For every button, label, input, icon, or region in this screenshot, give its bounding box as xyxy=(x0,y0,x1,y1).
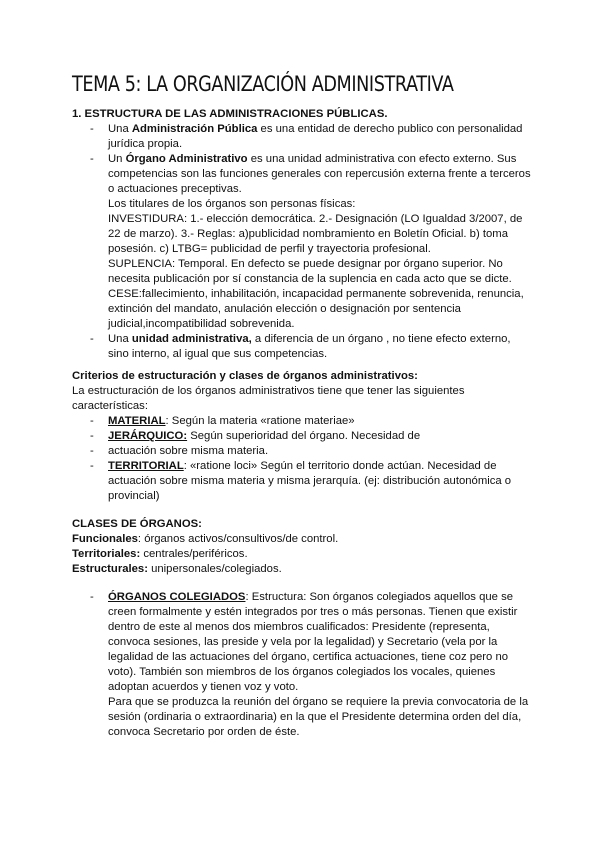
section-heading-structure: 1. ESTRUCTURA DE LAS ADMINISTRACIONES PÚBLICAS. xyxy=(72,108,388,120)
section-heading-classes: CLASES DE ÓRGANOS: xyxy=(72,518,202,530)
list-item: - JERÁRQUICO: Según superioridad del órgano. Necesidad de xyxy=(90,430,421,442)
list-item: - Una unidad administrativa, a diferencia de un órgano , no tiene efecto externo, sino interno, al igual que sus competencias. xyxy=(90,333,511,360)
collegiate-list xyxy=(72,590,532,740)
collegiate-meeting-text: Para que se produzca la reunión del órgano se requiere la previa convocatoria de la sesión (ordinaria o extraordinaria) en la que el Presidente determina orden del día, convoca Secretario por orden de éste. xyxy=(108,696,529,738)
cese-text: CESE:fallecimiento, inhabilitación, incapacidad permanente sobrevenida, renuncia, extinción del mandato, anulación elección o designación por sentencia judicial,incompatibilidad sobrevenida. xyxy=(108,288,524,330)
section-structure xyxy=(72,107,532,362)
section-classes xyxy=(72,517,532,577)
classes-funcionales: Funcionales: órganos activos/consultivos/de control. xyxy=(72,533,339,545)
list-item: - MATERIAL: Según la materia «ratione materiae» xyxy=(90,415,355,427)
section-heading-criteria: Criterios de estructuración y clases de órganos administrativos: xyxy=(72,370,418,382)
list-item: - actuación sobre misma materia. xyxy=(90,445,269,457)
bullet-dash: - xyxy=(90,153,94,165)
list-item: - ÓRGANOS COLEGIADOS: Estructura: Son órganos colegiados aquellos que se creen formalmente y estén integrados por tres o más personas. Tienen que existir dentro de este al menos dos miembros cualificados: Presidente (representa, convoca sesiones, las preside y vela por la legalidad) y Secretario (vela por la legalidad de las actuaciones del órgano, certifica actuaciones, tiene coz pero no voto). También son miembros de los órganos colegiados los vocales, quienes adoptan acuerdos y tienen voz y voto. Para que se produzca la reunión del órgano se requiere la previa convocatoria de la sesión (ordinaria o extraordinaria) en la que el Presidente determina orden del día, convoca Secretario por orden de éste. xyxy=(72,590,532,740)
document-title: TEMA 5: LA ORGANIZACIÓN ADMINISTRATIVA xyxy=(72,72,454,96)
structure-list xyxy=(72,122,532,362)
bullet-dash: - xyxy=(90,460,94,472)
criteria-intro: La estructuración de los órganos administrativos tiene que tener las siguientes características: xyxy=(72,385,465,412)
criteria-list xyxy=(72,414,532,504)
investidura-text: INVESTIDURA: 1.- elección democrática. 2.- Designación (LO Igualdad 3/2007, de 22 de marzo). 3.- Reglas: a)publicidad nombramiento en Boletín Oficial. b) toma posesión. c) LTBG= publicidad de perfil y trayectoria profesional. xyxy=(108,213,523,255)
bullet-dash: - xyxy=(90,591,94,603)
suplencia-text: SUPLENCIA: Temporal. En defecto se puede designar por órgano superior. No necesita publicación por sí constancia de la suplencia en cada acto que se dicte. xyxy=(108,258,512,285)
classes-estructurales: Estructurales: unipersonales/colegiados. xyxy=(72,563,282,575)
bullet-dash: - xyxy=(90,123,94,135)
bullet-dash: - xyxy=(90,333,94,345)
list-item: - Una Administración Pública es una entidad de derecho publico con personalidad jurídica propia. xyxy=(90,123,523,150)
titulares-text: Los titulares de los órganos son personas físicas: xyxy=(108,198,356,210)
bullet-dash: - xyxy=(90,415,94,427)
list-item: - Un Órgano Administrativo es una unidad administrativa con efecto externo. Sus competencias son las funciones generales con repercusión externa frente a terceros o actuaciones preceptivas. Los titulares de los órganos son personas físicas: INVESTIDURA: 1.- elección democrática. 2.- Designación (LO Igualdad 3/2007, de 22 de marzo). 3.- Reglas: a)publicidad nombramiento en Boletín Oficial. b) toma posesión. c) LTBG= publicidad de perfil y trayectoria profesional. SUPLENCIA: Temporal. En defecto se puede designar por órgano superior. No necesita publicación por sí constancia de la suplencia en cada acto que se dicte. CESE:fallecimiento, inhabilitación, incapacidad permanente sobrevenida, renuncia, extinción del mandato, anulación elección o designación por sentencia judicial,incompatibilidad sobrevenida. xyxy=(90,153,531,330)
list-item: - TERRITORIAL: «ratione loci» Según el territorio donde actúan. Necesidad de actuación sobre misma materia y misma jerarquía. (ej: distribución autonómica o provincial) xyxy=(90,460,512,502)
classes-territoriales: Territoriales: centrales/periféricos. xyxy=(72,548,248,560)
bullet-dash: - xyxy=(90,430,94,442)
section-collegiate xyxy=(72,590,532,740)
section-criteria xyxy=(72,369,532,504)
bullet-dash: - xyxy=(90,445,94,457)
